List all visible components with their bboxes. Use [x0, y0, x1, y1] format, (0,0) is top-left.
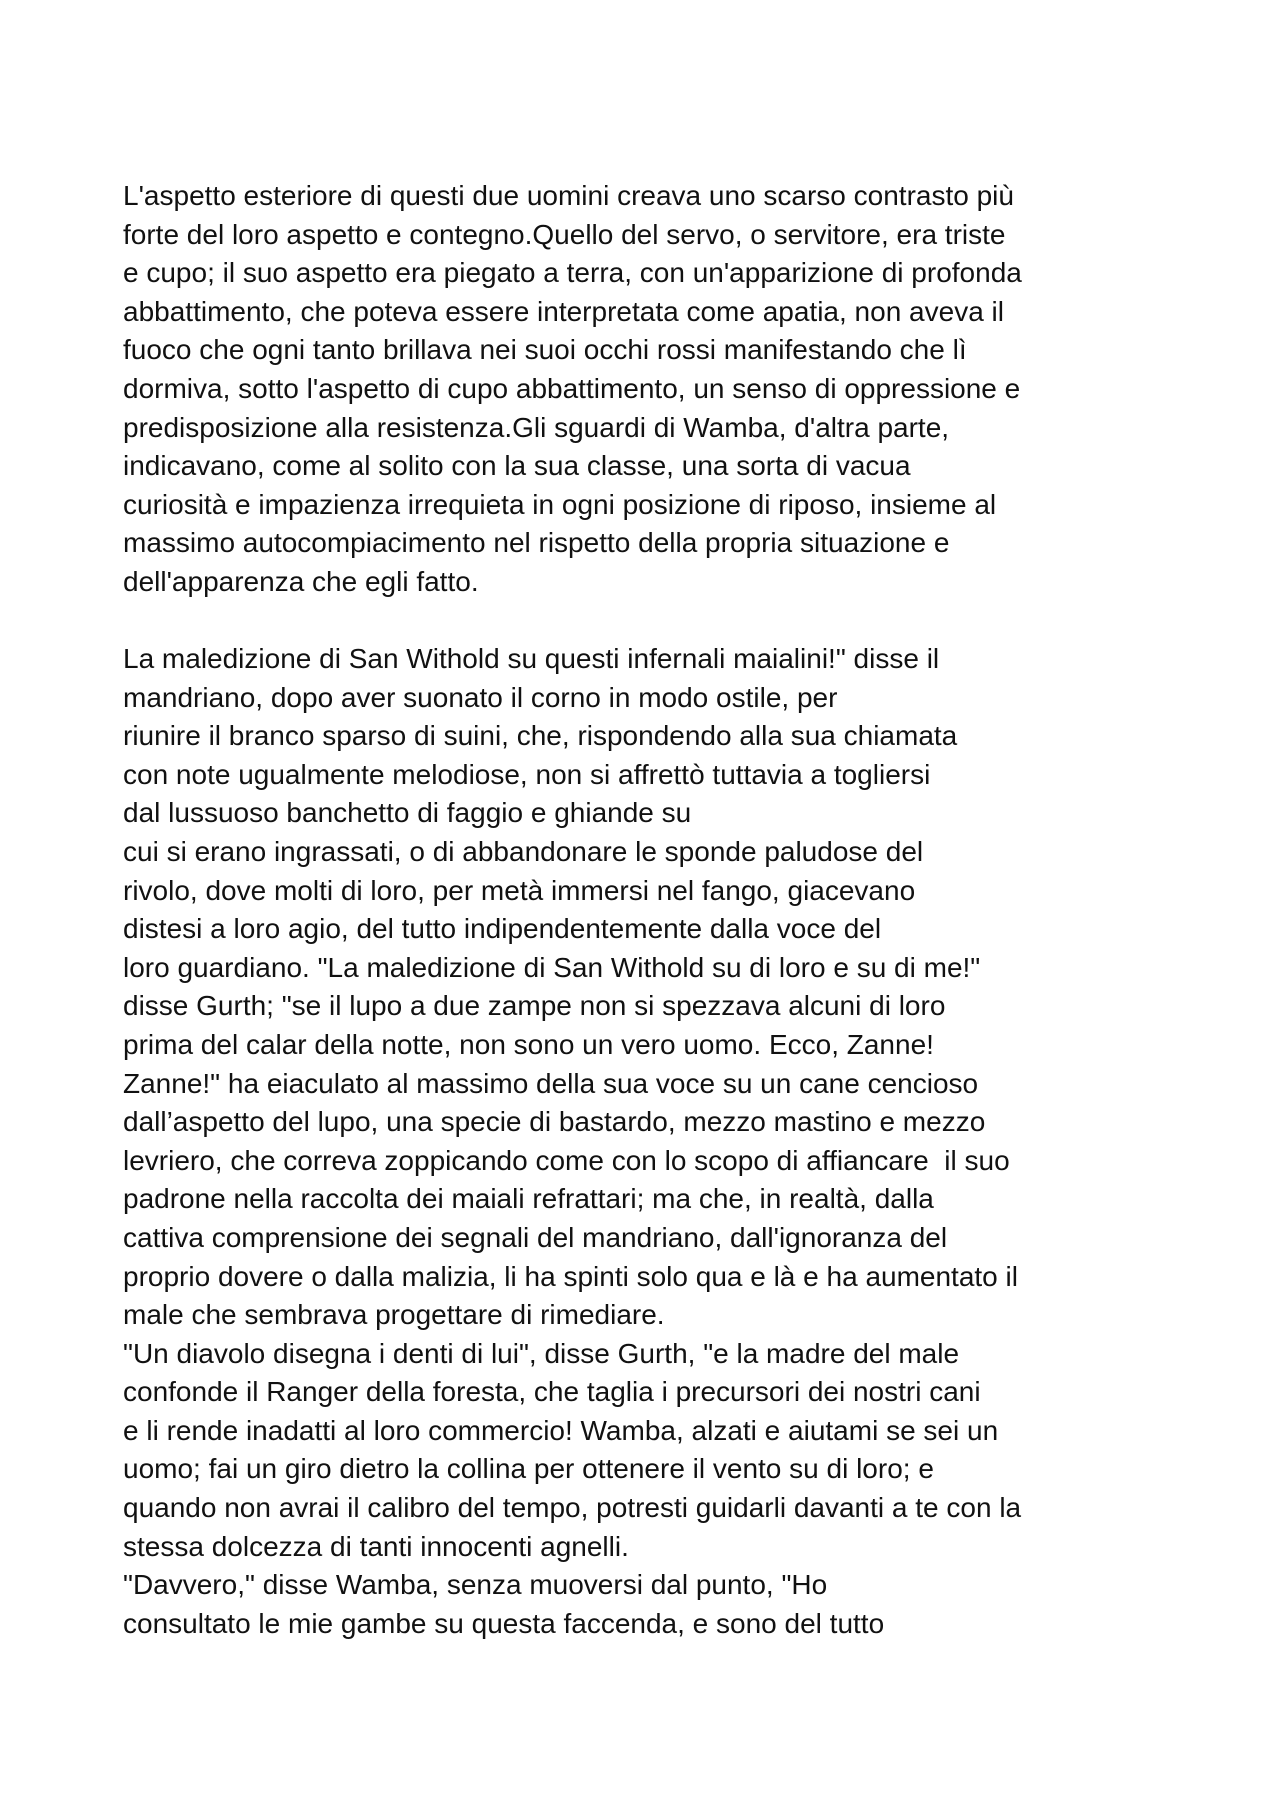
text-line: abbattimento, che poteva essere interpretata come apatia, non aveva il	[123, 295, 1004, 327]
text-line: rivolo, dove molti di loro, per metà immersi nel fango, giacevano	[123, 874, 916, 906]
text-line: riunire il branco sparso di suini, che, rispondendo alla sua chiamata	[123, 720, 958, 752]
text-line: forte del loro aspetto e contegno.Quello del servo, o servitore, era triste	[123, 218, 1006, 250]
text-line: indicavano, come al solito con la sua classe, una sorta di vacua	[123, 450, 911, 482]
text-line: fuoco che ogni tanto brillava nei suoi occhi rossi manifestando che lì	[123, 334, 967, 366]
text-line: e cupo; il suo aspetto era piegato a terra, con un'apparizione di profonda	[123, 257, 1022, 289]
text-line: prima del calar della notte, non sono un vero uomo. Ecco, Zanne!	[123, 1028, 934, 1060]
text-line: Zanne!" ha eiaculato al massimo della sua voce su un cane cencioso	[123, 1067, 979, 1099]
text-line: dall’aspetto del lupo, una specie di bastardo, mezzo mastino e mezzo	[123, 1106, 986, 1138]
text-line: distesi a loro agio, del tutto indipendentemente dalla voce del	[123, 913, 882, 945]
text-line: L'aspetto esteriore di questi due uomini creava uno scarso contrasto più	[123, 180, 1014, 211]
text-line: stessa dolcezza di tanti innocenti agnelli.	[123, 1530, 629, 1562]
text-line: predisposizione alla resistenza.Gli sguardi di Wamba, d'altra parte,	[123, 411, 950, 443]
text-line: cattiva comprensione dei segnali del mandriano, dall'ignoranza del	[123, 1221, 948, 1253]
text-line: dell'apparenza che egli fatto.	[123, 565, 479, 597]
text-line: loro guardiano. "La maledizione di San Withold su di loro e su di me!"	[123, 951, 981, 983]
text-line: quando non avrai il calibro del tempo, potresti guidarli davanti a te con la	[123, 1492, 1022, 1524]
text-line: e li rende inadatti al loro commercio! Wamba, alzati e aiutami se sei un	[123, 1414, 999, 1446]
text-line: cui si erano ingrassati, o di abbandonare le sponde paludose del	[123, 835, 924, 867]
text-line: curiosità e impazienza irrequieta in ogni posizione di riposo, insieme al	[123, 488, 997, 520]
text-line: uomo; fai un giro dietro la collina per ottenere il vento su di loro; e	[123, 1453, 934, 1485]
text-line: con note ugualmente melodiose, non si affrettò tuttavia a togliersi	[123, 758, 931, 790]
text-line: consultato le mie gambe su questa faccenda, e sono del tutto	[123, 1607, 885, 1639]
text-line: male che sembrava progettare di rimediare.	[123, 1299, 665, 1331]
text-line: mandriano, dopo aver suonato il corno in modo ostile, per	[123, 681, 838, 713]
text-line: disse Gurth; "se il lupo a due zampe non si spezzava alcuni di loro	[123, 990, 946, 1022]
text-line: levriero, che correva zoppicando come con lo scopo di affiancare il suo	[123, 1144, 1010, 1176]
text-line: dormiva, sotto l'aspetto di cupo abbattimento, un senso di oppressione e	[123, 372, 1021, 404]
text-line: "Davvero," disse Wamba, senza muoversi dal punto, "Ho	[123, 1569, 828, 1601]
text-line: La maledizione di San Withold su questi infernali maialini!" disse il	[123, 643, 940, 674]
paragraph-2	[123, 640, 1203, 1643]
text-line: "Un diavolo disegna i denti di lui", disse Gurth, "e la madre del male	[123, 1337, 960, 1369]
text-line: dal lussuoso banchetto di faggio e ghiande su	[123, 797, 692, 829]
text-line: padrone nella raccolta dei maiali refrattari; ma che, in realtà, dalla	[123, 1183, 934, 1215]
text-line: massimo autocompiacimento nel rispetto della propria situazione e	[123, 527, 950, 559]
paragraph-1	[123, 177, 1203, 602]
text-line: confonde il Ranger della foresta, che taglia i precursori dei nostri cani	[123, 1376, 981, 1408]
text-line: proprio dovere o dalla malizia, li ha spinti solo qua e là e ha aumentato il	[123, 1260, 1018, 1292]
